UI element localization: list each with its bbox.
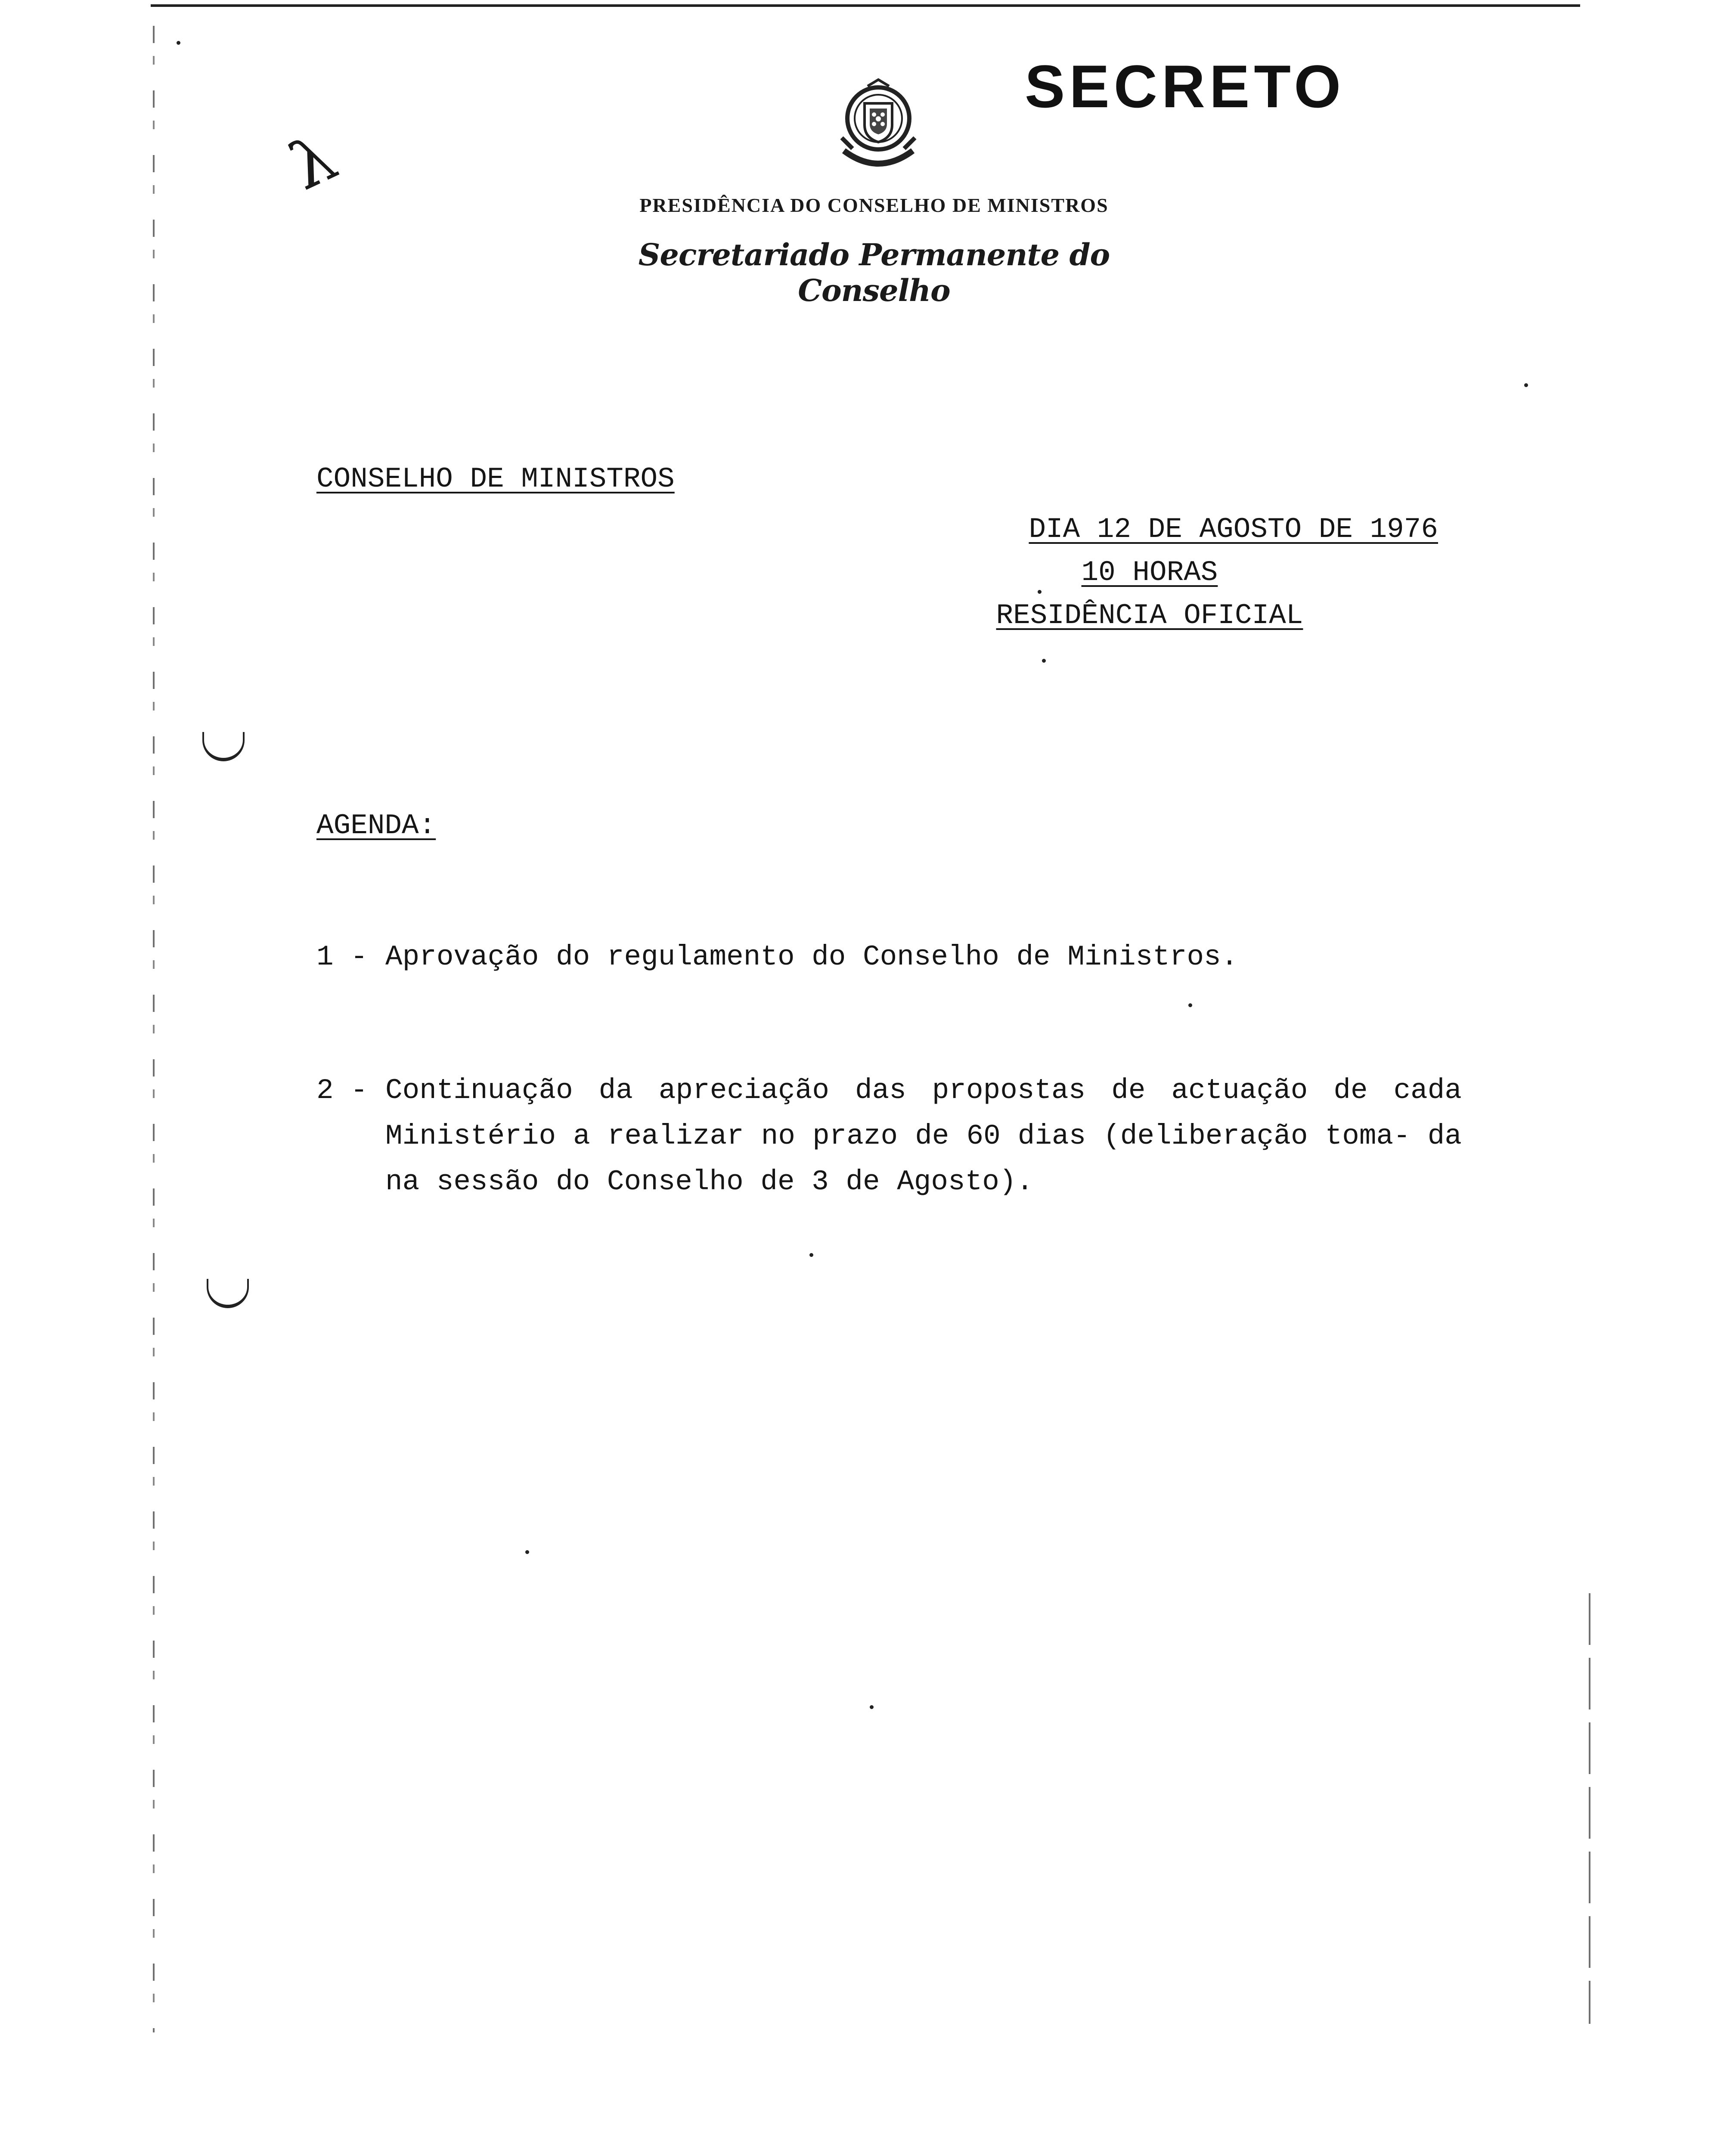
agenda-item-text: Aprovação do regulamento do Conselho de Ministros. <box>385 941 1238 973</box>
scan-left-edge <box>153 26 155 2032</box>
punch-hole-mark <box>207 1279 249 1308</box>
punch-hole-mark <box>202 732 245 761</box>
meeting-date: DIA 12 DE AGOSTO DE 1976 <box>1029 513 1438 546</box>
agenda-item-text: Continuação da apreciação das propostas de actuação de cada Ministério a realizar no prazo de 60 dias (deliberação toma- da na sessão do Conselho de 3 de Agosto). <box>385 1074 1462 1198</box>
scan-speck <box>177 41 180 45</box>
classification-stamp: SECRETO <box>1025 53 1345 120</box>
organization-name: PRESIDÊNCIA DO CONSELHO DE MINISTROS <box>639 194 1109 216</box>
meeting-details <box>861 508 1438 637</box>
agenda-item-number: 2 - <box>316 1074 368 1107</box>
scan-speck <box>1188 1003 1192 1007</box>
scan-speck <box>809 1253 813 1257</box>
scan-speck <box>1524 383 1528 387</box>
scan-top-rule <box>151 4 1580 7</box>
meeting-time: 10 HORAS <box>1081 556 1218 589</box>
department-name: Secretariado Permanente do Conselho <box>638 237 1110 308</box>
handwritten-margin-mark: λ <box>279 120 348 205</box>
document-heading: CONSELHO DE MINISTROS <box>316 463 675 495</box>
agenda-label: AGENDA: <box>316 810 436 842</box>
scan-speck <box>525 1550 529 1554</box>
scan-speck <box>1042 659 1046 663</box>
agenda-item-number: 1 - <box>316 941 368 973</box>
meeting-location: RESIDÊNCIA OFICIAL <box>996 599 1303 632</box>
scan-right-edge <box>1589 1593 1590 2024</box>
scan-speck <box>870 1705 874 1709</box>
portuguese-coat-of-arms-icon <box>827 78 930 177</box>
